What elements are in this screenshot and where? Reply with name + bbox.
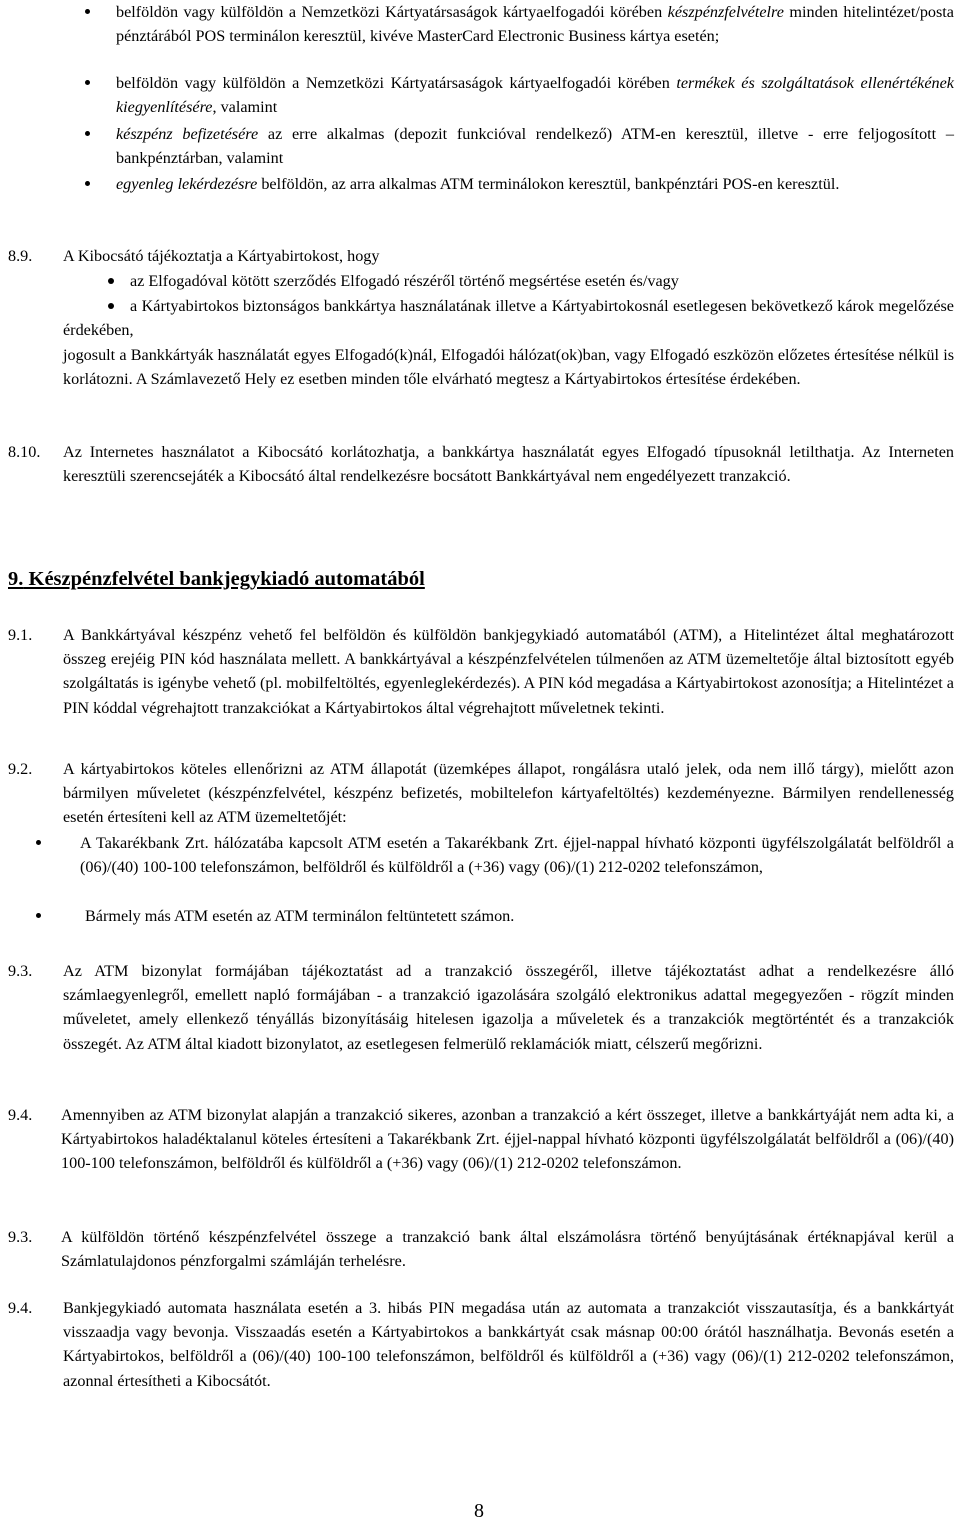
- paragraph: Az ATM bizonylat formájában tájékoztatást ad a tranzakció összegéről, illetve tájékoztatást adhat a rendelkezésre álló számlaegyenlegről, emellett napló formájában - a tranzakció igazolására szolgáló elektronikus adattal megegyezően - rögzít minden műveletet, amely ellenkező tényállás bizonyításáig hitelesen igazolja a műveletek és a tranzakciók megtörténtét és a tranzakciók összegét. Az ATM által kiadott bizonylatot, az esetlegesen felmerülő reklamációk miatt, célszerű megőrizni.: [63, 962, 954, 1053]
- paragraph: Az Internetes használatot a Kibocsátó korlátozhatja, a bankkártya használatát egyes Elfogadó típusoknál letilthatja. Az Interneten keresztüli szerencsejáték a Kibocsátó által rendelkezésre bocsátott Bankkártyával nem engedélyezett tranzakció.: [63, 443, 954, 486]
- bullet-icon: [36, 840, 41, 845]
- paragraph-intro: A Kibocsátó tájékoztatja a Kártyabirtokost, hogy: [63, 247, 380, 265]
- bullet-icon: [36, 913, 41, 918]
- section-number: 9.4.: [8, 1106, 33, 1124]
- bullet-icon: [85, 9, 90, 14]
- section-number: 9.1.: [8, 626, 33, 644]
- bullet-icon: [108, 303, 114, 309]
- list-item-text: Bármely más ATM esetén az ATM terminálon feltüntetett számon.: [85, 907, 515, 925]
- paragraph: [63, 294, 954, 342]
- list-item: [80, 831, 954, 879]
- list-item-text: A Takarékbank Zrt. hálózatába kapcsolt ATM esetén a Takarékbank Zrt. éjjel-nappal hívható központi ügyfélszolgálatát belföldről a (06)/(40) 100-100 telefonszámon, belföldről és külföldről a (+36) vagy (06)/(1) 212-0202 telefonszámon,: [80, 834, 954, 877]
- section-number: 9.2.: [8, 760, 33, 778]
- list-item: [130, 269, 954, 293]
- page-number: 8: [474, 1500, 484, 1522]
- paragraph: A kártyabirtokos köteles ellenőrizni az ATM állapotát (üzemképes állapot, rongálásra utaló jelek, oda nem illő tárgy), mielőtt azon bármilyen műveletet (készpénzfelvétel, készpénz befizetés, mobiltelefon kártyafeltöltés) kezdeményezne. Bármilyen rendellenesség esetén értesíteni kell az ATM üzemeltetőjét:: [63, 760, 954, 827]
- list-item: [116, 71, 954, 119]
- bullet-icon: [85, 131, 90, 136]
- paragraph: A Bankkártyával készpénz vehető fel belföldön és külföldön bankjegykiadó automatából (ATM), a Hitelintézet által meghatározott összeg erejéig PIN kód használata mellett. A bankkártyával a készpénzfelvételen túlmenően az ATM üzemeltetője által biztosított egyéb szolgáltatás is igénybe vehető (pl. mobilfeltöltés, egyenleglekérdezés). A PIN kód megadása a Kártyabirtokost azonosítja; a Hitelintézet a PIN kóddal végrehajtott tranzakciókat a Kártyabirtokos által végrehajtott műveletnek tekinti.: [63, 626, 954, 717]
- section-number: 8.9.: [8, 247, 33, 265]
- list-item: [116, 0, 954, 48]
- list-item: [85, 904, 954, 928]
- section-number: 8.10.: [8, 443, 41, 461]
- list-item-text: belföldön vagy külföldön a Nemzetközi Kártyatársaságok kártyaelfogadói körében termékek és szolgáltatások ellenértékének kiegyenlítésére, valamint: [116, 74, 954, 117]
- list-item: [116, 122, 954, 170]
- section-number: 9.4.: [8, 1299, 33, 1317]
- paragraph: jogosult a Bankkártyák használatát egyes Elfogadó(k)nál, Elfogadói hálózat(ok)ban, vagy Elfogadó eszközön előzetes értesítése nélkül is korlátozni. A Számlavezető Hely ez esetben minden tőle elvárható megtesz a Kártyabirtokos értesítése érdekében.: [63, 346, 954, 389]
- bullet-icon: [85, 181, 90, 186]
- list-item-text: az Elfogadóval kötött szerződés Elfogadó részéről történő megsértése esetén és/vagy: [130, 272, 679, 290]
- section-number: 9.3.: [8, 1228, 33, 1246]
- bullet-icon: [85, 80, 90, 85]
- bullet-icon: [108, 278, 114, 284]
- list-item-text: készpénz befizetésére az erre alkalmas (depozit funkcióval rendelkező) ATM-en keresztül, illetve - erre feljogosított – bankpénztárban, valamint: [116, 125, 954, 168]
- section-heading: 9. Készpénzfelvétel bankjegykiadó automatából: [8, 568, 425, 590]
- list-item-text: a Kártyabirtokos biztonságos bankkártya használatának illetve a Kártyabirtokosnál esetlegesen bekövetkező károk megelőzése érdekében,: [63, 297, 954, 340]
- list-item: [116, 172, 954, 196]
- list-item-text: belföldön vagy külföldön a Nemzetközi Kártyatársaságok kártyaelfogadói körében készpénzfelvételre minden hitelintézet/posta pénztárából POS terminálon keresztül, kivéve MasterCard Electronic Business kártya esetén;: [116, 3, 954, 46]
- paragraph: A külföldön történő készpénzfelvétel összege a tranzakció bank által elszámolásra történő benyújtásának értéknapjával kerül a Számlatulajdonos pénzforgalmi számláján terhelésre.: [61, 1228, 954, 1271]
- paragraph: Bankjegykiadó automata használata esetén a 3. hibás PIN megadása után az automata a tranzakciót visszautasítja, és a bankkártyát visszaadja vagy bevonja. Visszaadás esetén a Kártyabirtokos a bankkártyát csak másnap 00:00 órától használhatja. Bevonás esetén a Kártyabirtokos, belföldről a (06)/(40) 100-100 telefonszámon, belföldről és külföldről a (+36) vagy (06)/(1) 212-0202 telefonszámon, azonnal értesítheti a Kibocsátót.: [63, 1299, 954, 1390]
- section-number: 9.3.: [8, 962, 33, 980]
- list-item-text: egyenleg lekérdezésre belföldön, az arra alkalmas ATM terminálokon keresztül, bankpénztári POS-en keresztül.: [116, 175, 840, 193]
- paragraph: Amennyiben az ATM bizonylat alapján a tranzakció sikeres, azonban a tranzakció a kért összeget, illetve a bankkártyáját nem adta ki, a Kártyabirtokos haladéktalanul köteles értesíteni a Takarékbank Zrt. éjjel-nappal hívható központi ügyfélszolgálatát belföldről a (06)/(40) 100-100 telefonszámon, belföldről és külföldről a (+36) vagy (06)/(1) 212-0202 telefonszámon.: [61, 1106, 954, 1173]
